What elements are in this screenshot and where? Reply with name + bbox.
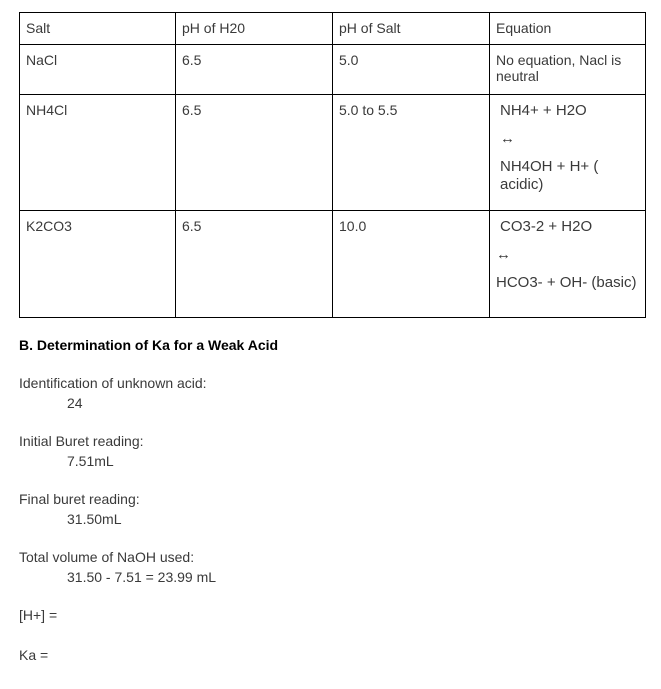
ka-label: Ka = [19, 647, 49, 663]
equation-products: NH4OH + H+ ( acidic) [500, 158, 599, 193]
equation-reactants: CO3-2 + H2O [500, 218, 593, 235]
equilibrium-arrow-icon: ↔ [496, 246, 511, 263]
table-header-row [20, 13, 646, 45]
unknown-acid-value: 24 [67, 395, 83, 411]
table-row [20, 211, 646, 318]
final-buret-value: 31.50mL [67, 511, 122, 527]
cell-ph-water: 6.5 [176, 95, 333, 211]
total-volume-label: Total volume of NaOH used: [19, 549, 195, 565]
initial-buret-value: 7.51mL [67, 453, 114, 469]
cell-equation [490, 211, 646, 318]
final-buret-label: Final buret reading: [19, 491, 140, 507]
header-equation: Equation [490, 13, 646, 45]
header-salt: Salt [20, 13, 176, 45]
initial-buret-label: Initial Buret reading: [19, 433, 144, 449]
total-volume-value: 31.50 - 7.51 = 23.99 mL [67, 569, 217, 585]
table-row [20, 95, 646, 211]
cell-equation: No equation, Nacl is neutral [490, 45, 646, 95]
equilibrium-arrow-icon: ↔ [500, 130, 515, 147]
header-ph-salt: pH of Salt [333, 13, 490, 45]
cell-salt: K2CO3 [20, 211, 176, 318]
equation-reactants: NH4+ + H2O [500, 102, 587, 119]
table-row [20, 45, 646, 95]
salt-ph-table [19, 12, 646, 318]
cell-salt: NH4Cl [20, 95, 176, 211]
cell-salt: NaCl [20, 45, 176, 95]
header-ph-water: pH of H20 [176, 13, 333, 45]
unknown-acid-label: Identification of unknown acid: [19, 375, 207, 391]
cell-ph-salt: 10.0 [333, 211, 490, 318]
equation-products: HCO3- + OH- (basic) [496, 274, 637, 291]
section-heading: B. Determination of Ka for a Weak Acid [19, 337, 279, 353]
h-concentration-label: [H+] = [19, 607, 58, 623]
cell-ph-salt: 5.0 to 5.5 [333, 95, 490, 211]
cell-equation [490, 95, 646, 211]
cell-ph-water: 6.5 [176, 45, 333, 95]
cell-ph-water: 6.5 [176, 211, 333, 318]
cell-ph-salt: 5.0 [333, 45, 490, 95]
